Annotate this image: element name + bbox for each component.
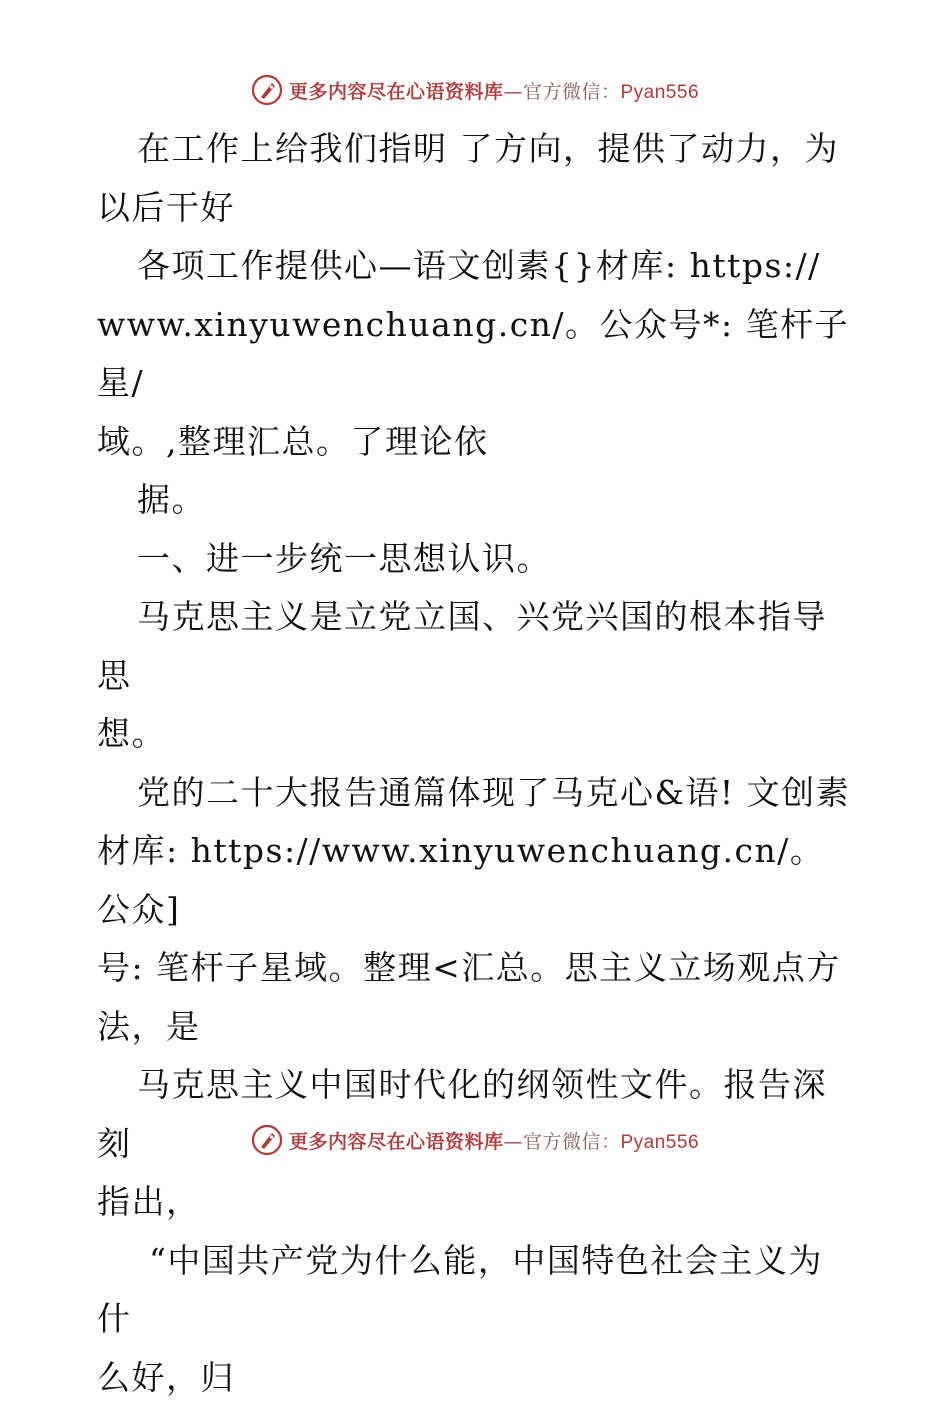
paragraph-line: 以后干好 xyxy=(97,179,857,238)
footer-watermark-banner xyxy=(0,1120,950,1160)
paragraph-line: 材库: https://www.xinyuwenchuang.cn/。公众] xyxy=(97,822,857,939)
paragraph-line: 法，是 xyxy=(97,998,857,1057)
banner-wechat-label: 官方微信： xyxy=(523,1131,621,1153)
paragraph-line: 么好，归 xyxy=(97,1349,857,1407)
header-watermark-banner xyxy=(0,70,950,110)
paragraph-line: 马克思主义中国时代化的纲领性文件。报告深刻 xyxy=(97,1056,857,1173)
document-body xyxy=(97,120,857,1407)
banner-separator: — xyxy=(503,1131,523,1153)
banner-wechat-id: Pyan556 xyxy=(621,82,700,103)
paragraph-line: 各项工作提供心—语文创素{}材库: https:// xyxy=(97,237,857,296)
paragraph-line: 号: 笔杆子星域。整理<汇总。思主义立场观点方 xyxy=(97,939,857,998)
paragraph-line: 党的二十大报告通篇体现了马克心&语! 文创素 xyxy=(97,764,857,823)
paragraph-line: 域。,整理汇总。了理论依 xyxy=(97,413,857,472)
banner-separator: — xyxy=(503,81,523,103)
paragraph-line: www.xinyuwenchuang.cn/。公众号*: 笔杆子星/ xyxy=(97,296,857,413)
banner-title: 更多内容尽在心语资料库 xyxy=(289,1131,504,1153)
paragraph-line: 马克思主义是立党立国、兴党兴国的根本指导思 xyxy=(97,588,857,705)
section-heading: 一、进一步统一思想认识。 xyxy=(97,530,857,589)
pen-nib-logo-icon xyxy=(251,74,283,106)
paragraph-line: 想。 xyxy=(97,705,857,764)
paragraph-line: 据。 xyxy=(97,471,857,530)
banner-wechat-label: 官方微信： xyxy=(523,81,621,103)
paragraph-line: 在工作上给我们指明 了方向，提供了动力，为 xyxy=(97,120,857,179)
paragraph-line: 指出， xyxy=(97,1173,857,1232)
paragraph-line: “中国共产党为什么能，中国特色社会主义为什 xyxy=(97,1232,857,1349)
pen-nib-logo-icon xyxy=(251,1124,283,1156)
banner-title: 更多内容尽在心语资料库 xyxy=(289,81,504,103)
banner-wechat-id: Pyan556 xyxy=(621,1132,700,1153)
